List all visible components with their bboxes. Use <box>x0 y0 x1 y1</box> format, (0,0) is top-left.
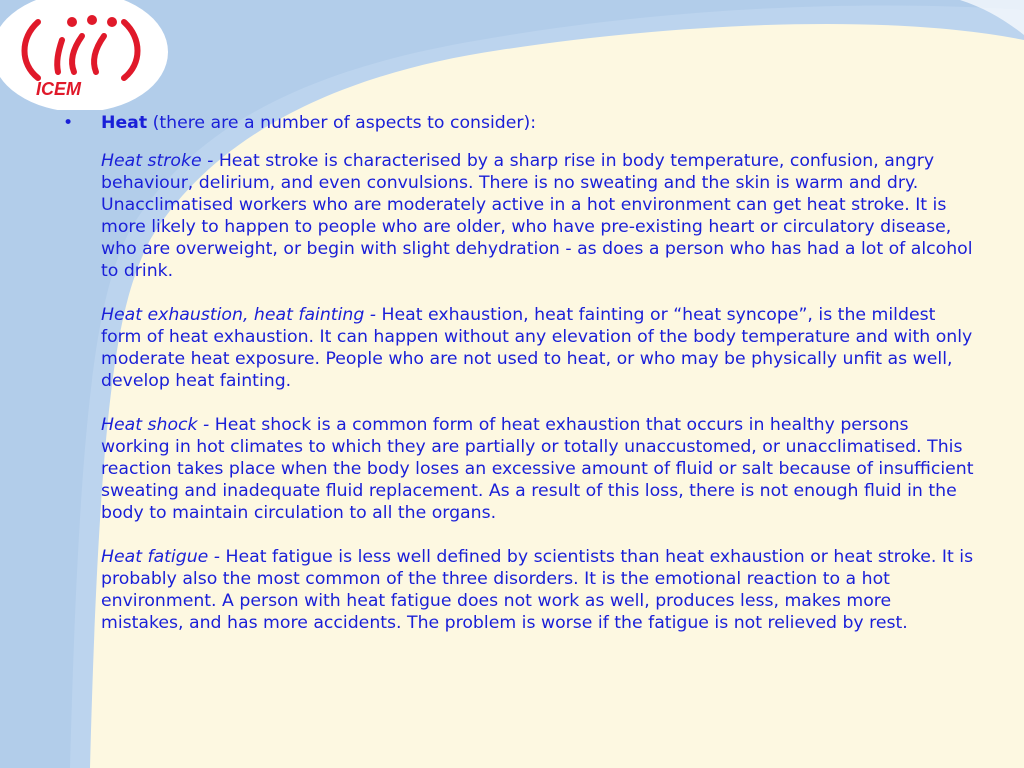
section-heat-stroke <box>101 150 977 282</box>
section-term: Heat shock - <box>101 415 215 435</box>
section-text: Heat stroke is characterised by a sharp rise in body temperature, confusion, angry behaviour, delirium, and even convulsions. There is no sweating and the skin is warm and dry. Unacclimatised workers who are moderately active in a hot environment can get heat stroke. It is more likely to happen to people who are older, who have pre-existing heart or circulatory disease, who are overweight, or begin with slight dehydration - as does a person who has had a lot of alcohol to drink. <box>101 151 973 281</box>
bullet-heading <box>101 112 977 134</box>
logo-text: ICEM <box>36 79 81 99</box>
bullet-symbol: • <box>63 113 74 133</box>
section-term: Heat exhaustion, heat fainting - <box>101 305 382 325</box>
section-text: Heat exhaustion, heat fainting or “heat syncope”, is the mildest form of heat exhaustion. It can happen without any elevation of the body temperature and with only moderate heat exposure. People who are not used to heat, or who may be physically unfit as well, develop heat fainting. <box>101 305 973 391</box>
heading-bold: Heat <box>101 113 148 133</box>
section-text: Heat shock is a common form of heat exhaustion that occurs in healthy persons working in hot climates to which they are partially or totally unaccustomed, or unacclimatised. This reaction takes place when the body loses an excessive amount of fluid or salt because of insufficient sweating and inadequate fluid replacement. As a result of this loss, there is not enough fluid in the body to maintain circulation to all the organs. <box>101 415 974 523</box>
slide-content <box>57 112 977 656</box>
section-heat-exhaustion <box>101 304 977 392</box>
bullet-item-heat <box>57 112 977 634</box>
section-term: Heat stroke - <box>101 151 219 171</box>
section-term: Heat fatigue - <box>101 547 226 567</box>
icem-logo <box>0 0 175 110</box>
section-heat-shock <box>101 414 977 524</box>
section-text: Heat fatigue is less well defined by scientists than heat exhaustion or heat stroke. It is probably also the most common of the three disorders. It is the emotional reaction to a hot environment. A person with heat fatigue does not work as well, produces less, makes more mistakes, and has more accidents. The problem is worse if the fatigue is not relieved by rest. <box>101 547 974 633</box>
section-heat-fatigue <box>101 546 977 634</box>
heading-rest: (there are a number of aspects to consider): <box>147 113 537 133</box>
